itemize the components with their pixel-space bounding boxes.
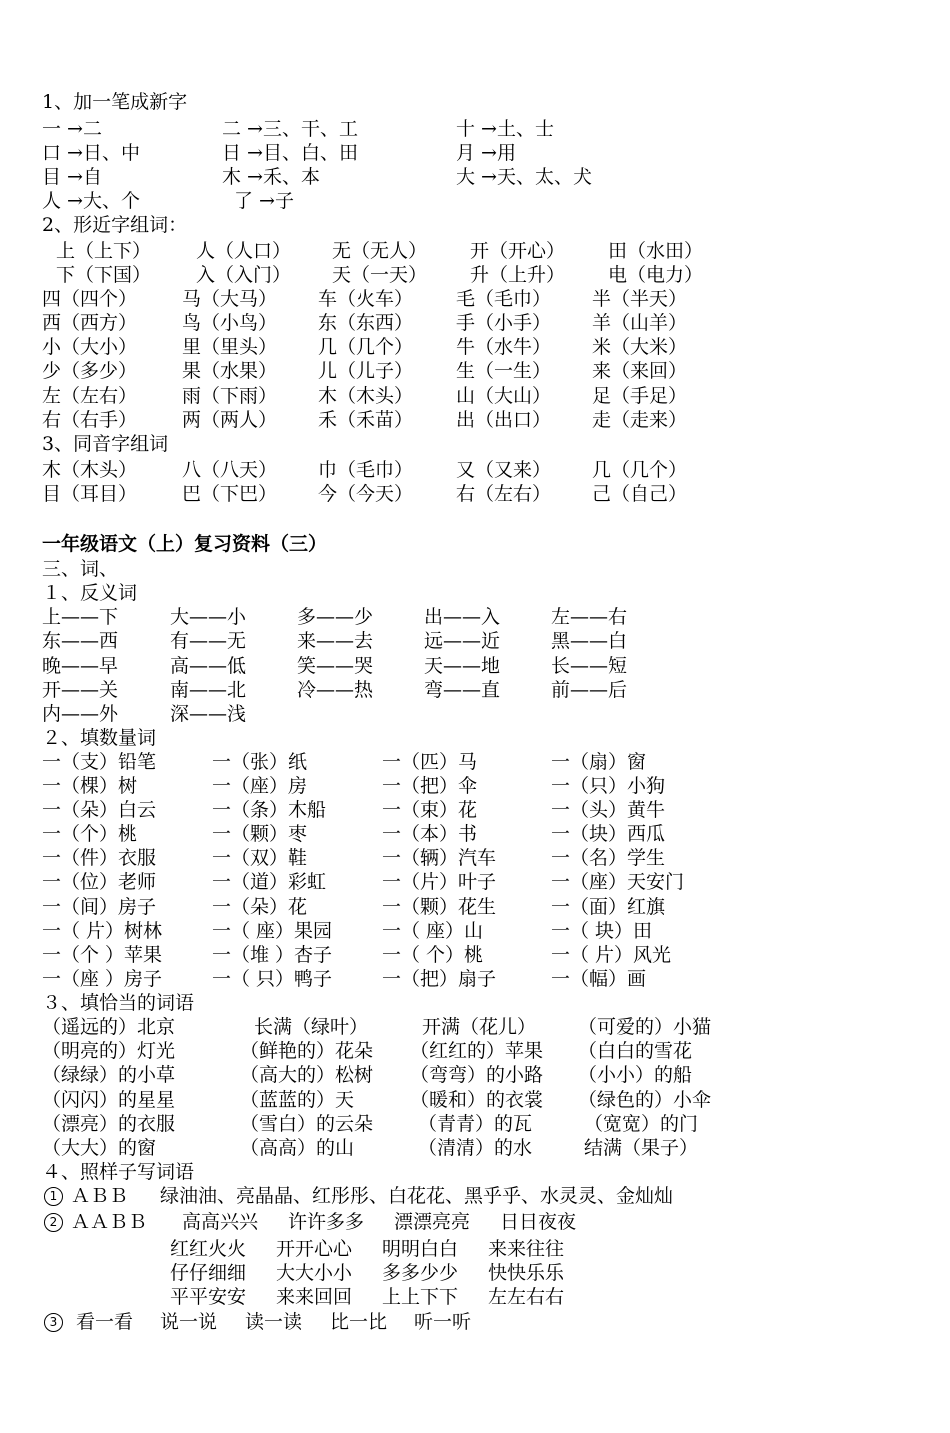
- similar-char-cell: 车（火车）: [318, 288, 414, 310]
- fill-word-cell: （清清）的水: [418, 1137, 533, 1159]
- add-stroke-cell: 大 →天、太、犬: [456, 166, 592, 188]
- pattern-line: [44, 1310, 71, 1334]
- measure-word-cell: 一（座）房: [212, 775, 308, 797]
- fill-word-cell: （闪闪）的星星: [42, 1089, 176, 1111]
- measure-word-cell: 一（把）扇子: [382, 968, 497, 990]
- measure-word-cell: 一（座）天安门: [551, 871, 685, 893]
- antonym-cell: 南——北: [170, 679, 247, 701]
- fill-word-cell: （绿绿）的小草: [42, 1064, 176, 1086]
- antonym-cell: 远——近: [424, 630, 501, 652]
- section-title: ４、照样子写词语: [42, 1161, 195, 1183]
- measure-word-cell: 一（ 个）桃: [382, 944, 484, 966]
- fill-word-cell: （蓝蓝的）天: [240, 1089, 355, 1111]
- similar-char-cell: 牛（水牛）: [456, 336, 552, 358]
- measure-word-cell: 一（片）叶子: [382, 871, 497, 893]
- fill-word-cell: （雪白）的云朵: [240, 1113, 374, 1135]
- similar-char-cell: 毛（毛巾）: [456, 288, 552, 310]
- measure-word-cell: 一（颗）枣: [212, 823, 308, 845]
- similar-char-cell: 走（走来）: [592, 409, 688, 431]
- similar-char-cell: 电（电力）: [608, 264, 704, 286]
- measure-word-cell: 一（ 块）田: [551, 920, 653, 942]
- measure-word-cell: 一（ 座）山: [382, 920, 484, 942]
- similar-char-cell: 西（西方）: [42, 312, 138, 334]
- antonym-cell: 黑——白: [551, 630, 628, 652]
- antonym-cell: 冷——热: [297, 679, 374, 701]
- pattern-line: [44, 1210, 147, 1234]
- aabb-word: 平平安安: [170, 1286, 247, 1308]
- similar-char-cell: 上（上下）: [56, 240, 152, 262]
- similar-char-cell: 东（东西）: [318, 312, 414, 334]
- aabb-word: 左左右右: [488, 1286, 565, 1308]
- similar-char-cell: 人（人口）: [196, 240, 292, 262]
- measure-word-cell: 一（只）小狗: [551, 775, 666, 797]
- measure-word-cell: 一（块）西瓜: [551, 823, 666, 845]
- similar-char-cell: 下（下国）: [56, 264, 152, 286]
- circled-number-marker: 1: [44, 1187, 63, 1206]
- measure-word-cell: 一（面）红旗: [551, 896, 666, 918]
- similar-char-cell: 雨（下雨）: [182, 385, 278, 407]
- add-stroke-cell: 目 →自: [42, 166, 102, 188]
- homophone-cell: 巴（下巴）: [182, 483, 278, 505]
- antonym-cell: 有——无: [170, 630, 247, 652]
- homophone-cell: 今（今天）: [318, 483, 414, 505]
- antonym-cell: 前——后: [551, 679, 628, 701]
- similar-char-cell: 来（来回）: [592, 360, 688, 382]
- similar-char-cell: 米（大米）: [592, 336, 688, 358]
- measure-word-cell: 一（朵）花: [212, 896, 308, 918]
- antonym-cell: 长——短: [551, 655, 628, 677]
- aabb-word: 快快乐乐: [488, 1262, 565, 1284]
- similar-char-cell: 升（上升）: [470, 264, 566, 286]
- fill-word-cell: （高大的）松树: [240, 1064, 374, 1086]
- abab-word: 听一听: [414, 1311, 472, 1333]
- fill-word-cell: 结满（果子）: [584, 1137, 699, 1159]
- similar-char-cell: 马（大马）: [182, 288, 278, 310]
- aabb-word: 红红火火: [170, 1238, 247, 1260]
- section-title: １、反义词: [42, 582, 138, 604]
- similar-char-cell: 山（大山）: [456, 385, 552, 407]
- measure-word-cell: 一（座 ）房子: [42, 968, 163, 990]
- fill-word-cell: （鲜艳的）花朵: [240, 1040, 374, 1062]
- fill-word-cell: （明亮的）灯光: [42, 1040, 176, 1062]
- homophone-cell: 右（左右）: [456, 483, 552, 505]
- similar-char-cell: 左（左右）: [42, 385, 138, 407]
- antonym-cell: 多——少: [297, 606, 374, 628]
- measure-word-cell: 一（ 片）风光: [551, 944, 672, 966]
- fill-word-cell: 长满（绿叶）: [254, 1016, 369, 1038]
- measure-word-cell: 一（名）学生: [551, 847, 666, 869]
- pattern-label: ＡＢＢ: [71, 1185, 129, 1207]
- aabb-word: 高高兴兴: [182, 1211, 259, 1233]
- similar-char-cell: 果（水果）: [182, 360, 278, 382]
- antonym-cell: 出——入: [424, 606, 501, 628]
- antonym-cell: 上——下: [42, 606, 119, 628]
- aabb-word: 来来往往: [488, 1238, 565, 1260]
- measure-word-cell: 一（个）桃: [42, 823, 138, 845]
- part-heading: 一年级语文（上）复习资料（三）: [42, 533, 328, 555]
- similar-char-cell: 小（大小）: [42, 336, 138, 358]
- fill-word-cell: （青青）的瓦: [418, 1113, 533, 1135]
- similar-char-cell: 右（右手）: [42, 409, 138, 431]
- similar-char-cell: 入（入门）: [196, 264, 292, 286]
- similar-char-cell: 木（木头）: [318, 385, 414, 407]
- abab-word: 看一看: [76, 1311, 134, 1333]
- fill-word-cell: （小小）的船: [578, 1064, 693, 1086]
- similar-char-cell: 天（一天）: [332, 264, 428, 286]
- homophone-cell: 目（耳目）: [42, 483, 138, 505]
- measure-word-cell: 一（颗）花生: [382, 896, 497, 918]
- antonym-cell: 弯——直: [424, 679, 501, 701]
- fill-word-cell: （绿色的）小伞: [578, 1089, 712, 1111]
- measure-word-cell: 一（辆）汽车: [382, 847, 497, 869]
- similar-char-cell: 半（半天）: [592, 288, 688, 310]
- section-title: 2、形近字组词：: [42, 214, 188, 236]
- measure-word-cell: 一（张）纸: [212, 751, 308, 773]
- add-stroke-cell: 日 →目、白、田: [222, 142, 358, 164]
- fill-word-cell: （漂亮）的衣服: [42, 1113, 176, 1135]
- fill-word-cell: （暖和）的衣裳: [410, 1089, 544, 1111]
- similar-char-cell: 儿（儿子）: [318, 360, 414, 382]
- antonym-cell: 高——低: [170, 655, 247, 677]
- pattern-examples: 绿油油、亮晶晶、红彤彤、白花花、黑乎乎、水灵灵、金灿灿: [160, 1185, 674, 1207]
- similar-char-cell: 禾（禾苗）: [318, 409, 414, 431]
- aabb-word: 来来回回: [276, 1286, 353, 1308]
- measure-word-cell: 一（把）伞: [382, 775, 478, 797]
- antonym-cell: 内——外: [42, 703, 119, 725]
- measure-word-cell: 一（扇）窗: [551, 751, 647, 773]
- homophone-cell: 几（几个）: [592, 459, 688, 481]
- homophone-cell: 八（八天）: [182, 459, 278, 481]
- similar-char-cell: 无（无人）: [332, 240, 428, 262]
- similar-char-cell: 少（多少）: [42, 360, 138, 382]
- antonym-cell: 东——西: [42, 630, 119, 652]
- measure-word-cell: 一（ 只）鸭子: [212, 968, 333, 990]
- circled-number-marker: 3: [44, 1313, 63, 1332]
- measure-word-cell: 一（位）老师: [42, 871, 157, 893]
- fill-word-cell: （高高）的山: [240, 1137, 355, 1159]
- similar-char-cell: 几（几个）: [318, 336, 414, 358]
- measure-word-cell: 一（ 片）树林: [42, 920, 163, 942]
- aabb-word: 明明白白: [382, 1238, 459, 1260]
- measure-word-cell: 一（间）房子: [42, 896, 157, 918]
- pattern-label: ＡＡＢＢ: [71, 1211, 148, 1233]
- similar-char-cell: 四（四个）: [42, 288, 138, 310]
- fill-word-cell: （大大）的窗: [42, 1137, 157, 1159]
- measure-word-cell: 一（朵）白云: [42, 799, 157, 821]
- measure-word-cell: 一（道）彩虹: [212, 871, 327, 893]
- aabb-word: 开开心心: [276, 1238, 353, 1260]
- antonym-cell: 深——浅: [170, 703, 247, 725]
- similar-char-cell: 里（里头）: [182, 336, 278, 358]
- aabb-word: 漂漂亮亮: [394, 1211, 471, 1233]
- similar-char-cell: 手（小手）: [456, 312, 552, 334]
- add-stroke-cell: 一 →二: [42, 118, 102, 140]
- section-title: 1、加一笔成新字: [42, 91, 188, 113]
- measure-word-cell: 一（件）衣服: [42, 847, 157, 869]
- fill-word-cell: （弯弯）的小路: [410, 1064, 544, 1086]
- add-stroke-cell: 口 →日、中: [42, 142, 140, 164]
- section-title: 3、同音字组词: [42, 433, 169, 455]
- aabb-word: 上上下下: [382, 1286, 459, 1308]
- fill-word-cell: （遥远的）北京: [42, 1016, 176, 1038]
- fill-word-cell: （可爱的）小猫: [578, 1016, 712, 1038]
- antonym-cell: 笑——哭: [297, 655, 374, 677]
- similar-char-cell: 田（水田）: [608, 240, 704, 262]
- homophone-cell: 己（自己）: [592, 483, 688, 505]
- add-stroke-cell: 人 →大、个: [42, 190, 140, 212]
- add-stroke-cell: 木 →禾、本: [222, 166, 320, 188]
- measure-word-cell: 一（堆 ）杏子: [212, 944, 333, 966]
- homophone-cell: 木（木头）: [42, 459, 138, 481]
- measure-word-cell: 一（本）书: [382, 823, 478, 845]
- homophone-cell: 又（又来）: [456, 459, 552, 481]
- similar-char-cell: 生（一生）: [456, 360, 552, 382]
- add-stroke-cell: 月 →用: [456, 142, 516, 164]
- homophone-cell: 巾（毛巾）: [318, 459, 414, 481]
- section-title: ３、填恰当的词语: [42, 992, 195, 1014]
- similar-char-cell: 足（手足）: [592, 385, 688, 407]
- similar-char-cell: 羊（山羊）: [592, 312, 688, 334]
- measure-word-cell: 一（头）黄牛: [551, 799, 666, 821]
- similar-char-cell: 开（开心）: [470, 240, 566, 262]
- add-stroke-cell: 了 →子: [234, 190, 294, 212]
- measure-word-cell: 一（束）花: [382, 799, 478, 821]
- measure-word-cell: 一（双）鞋: [212, 847, 308, 869]
- fill-word-cell: （红红的）苹果: [410, 1040, 544, 1062]
- antonym-cell: 大——小: [170, 606, 247, 628]
- measure-word-cell: 一（匹）马: [382, 751, 478, 773]
- aabb-word: 大大小小: [276, 1262, 353, 1284]
- pattern-line: [44, 1184, 128, 1208]
- circled-number-marker: 2: [44, 1213, 63, 1232]
- antonym-cell: 来——去: [297, 630, 374, 652]
- antonym-cell: 开——关: [42, 679, 119, 701]
- fill-word-cell: （宽宽）的门: [584, 1113, 699, 1135]
- part-subheading: 三、词、: [42, 558, 119, 580]
- similar-char-cell: 出（出口）: [456, 409, 552, 431]
- measure-word-cell: 一（棵）树: [42, 775, 138, 797]
- aabb-word: 仔仔细细: [170, 1262, 247, 1284]
- measure-word-cell: 一（支）铅笔: [42, 751, 157, 773]
- similar-char-cell: 两（两人）: [182, 409, 278, 431]
- antonym-cell: 晚——早: [42, 655, 119, 677]
- measure-word-cell: 一（ 座）果园: [212, 920, 333, 942]
- fill-word-cell: （白白的雪花: [578, 1040, 693, 1062]
- abab-word: 比一比: [330, 1311, 388, 1333]
- aabb-word: 多多少少: [382, 1262, 459, 1284]
- similar-char-cell: 鸟（小鸟）: [182, 312, 278, 334]
- antonym-cell: 天——地: [424, 655, 501, 677]
- add-stroke-cell: 十 →土、士: [456, 118, 554, 140]
- abab-word: 读一读: [245, 1311, 303, 1333]
- abab-word: 说一说: [160, 1311, 218, 1333]
- measure-word-cell: 一（条）木船: [212, 799, 327, 821]
- fill-word-cell: 开满（花儿）: [422, 1016, 537, 1038]
- add-stroke-cell: 二 →三、干、工: [222, 118, 358, 140]
- measure-word-cell: 一（个 ）苹果: [42, 944, 163, 966]
- antonym-cell: 左——右: [551, 606, 628, 628]
- aabb-word: 许许多多: [288, 1211, 365, 1233]
- aabb-word: 日日夜夜: [500, 1211, 577, 1233]
- measure-word-cell: 一（幅）画: [551, 968, 647, 990]
- section-title: ２、填数量词: [42, 727, 157, 749]
